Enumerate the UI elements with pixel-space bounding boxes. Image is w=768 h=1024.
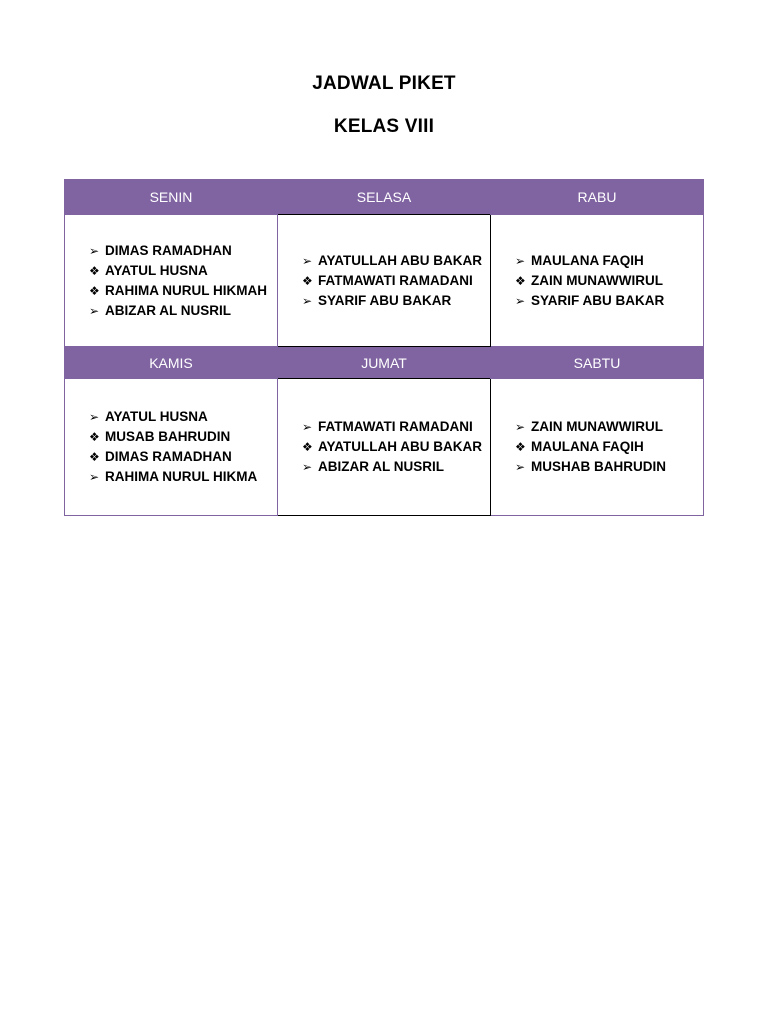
member-name: MAULANA FAQIH — [531, 439, 644, 454]
day-header-sabtu: SABTU — [491, 347, 704, 379]
member-name: MUSHAB BAHRUDIN — [531, 459, 666, 474]
arrow-bullet-icon: ➢ — [515, 420, 526, 434]
member-list — [65, 241, 277, 321]
member-list — [491, 417, 703, 477]
member-name: ABIZAR AL NUSRIL — [318, 459, 444, 474]
arrow-bullet-icon: ➢ — [302, 253, 313, 268]
arrow-bullet-icon: ➢ — [515, 253, 526, 268]
arrow-bullet-icon: ➢ — [515, 460, 526, 474]
arrow-bullet-icon: ➢ — [89, 243, 100, 258]
members-cell-senin — [65, 215, 278, 347]
member-name: DIMAS RAMADHAN — [105, 449, 232, 464]
member-list — [278, 251, 490, 311]
member-item — [89, 281, 277, 301]
member-name: DIMAS RAMADHAN — [105, 242, 232, 258]
document-subtitle: KELAS VIII — [333, 116, 435, 137]
member-item — [89, 467, 277, 487]
member-name: MUSAB BAHRUDIN — [105, 429, 231, 444]
members-cell-sabtu — [491, 379, 704, 516]
member-name: AYATUL HUSNA — [105, 409, 208, 424]
day-header-row — [65, 347, 704, 379]
member-item — [89, 407, 277, 427]
day-header-row — [65, 179, 704, 215]
diamond-bullet-icon: ❖ — [515, 440, 526, 454]
member-item — [515, 251, 703, 271]
diamond-bullet-icon: ❖ — [302, 273, 313, 288]
arrow-bullet-icon: ➢ — [89, 470, 100, 484]
members-cell-selasa — [278, 215, 491, 347]
member-name: RAHIMA NURUL HIKMAH — [105, 282, 267, 298]
member-item — [89, 241, 277, 261]
member-item — [515, 457, 703, 477]
member-item — [302, 291, 490, 311]
member-name: SYARIF ABU BAKAR — [318, 292, 452, 308]
arrow-bullet-icon: ➢ — [302, 460, 313, 474]
day-header-senin: SENIN — [65, 179, 278, 215]
arrow-bullet-icon: ➢ — [302, 420, 313, 434]
member-name: SYARIF ABU BAKAR — [531, 292, 665, 308]
member-name: MAULANA FAQIH — [531, 252, 644, 268]
day-header-selasa: SELASA — [278, 179, 491, 215]
member-item — [302, 251, 490, 271]
member-item — [302, 271, 490, 291]
member-name: FATMAWATI RAMADANI — [318, 419, 473, 434]
arrow-bullet-icon: ➢ — [302, 293, 313, 308]
members-cell-kamis — [65, 379, 278, 516]
diamond-bullet-icon: ❖ — [89, 283, 100, 298]
member-name: AYATUL HUSNA — [105, 262, 208, 278]
member-item — [89, 427, 277, 447]
member-item — [515, 417, 703, 437]
member-row — [65, 215, 704, 347]
member-name: AYATULLAH ABU BAKAR — [318, 439, 483, 454]
day-header-jumat: JUMAT — [278, 347, 491, 379]
diamond-bullet-icon: ❖ — [515, 273, 526, 288]
member-item — [89, 447, 277, 467]
day-header-rabu: RABU — [491, 179, 704, 215]
member-item — [89, 261, 277, 281]
member-list — [278, 417, 490, 477]
arrow-bullet-icon: ➢ — [515, 293, 526, 308]
diamond-bullet-icon: ❖ — [302, 440, 313, 454]
member-name: ZAIN MUNAWWIRUL — [531, 419, 663, 434]
members-cell-jumat — [278, 379, 491, 516]
member-item — [515, 291, 703, 311]
members-cell-rabu — [491, 215, 704, 347]
member-item — [515, 271, 703, 291]
diamond-bullet-icon: ❖ — [89, 450, 100, 464]
member-name: AYATULLAH ABU BAKAR — [318, 252, 483, 268]
arrow-bullet-icon: ➢ — [89, 410, 100, 424]
member-item — [302, 437, 490, 457]
schedule-table — [64, 179, 704, 516]
member-name: RAHIMA NURUL HIKMA — [105, 469, 258, 484]
member-row — [65, 379, 704, 516]
member-item — [515, 437, 703, 457]
member-name: ZAIN MUNAWWIRUL — [531, 272, 663, 288]
member-list — [491, 251, 703, 311]
arrow-bullet-icon: ➢ — [89, 303, 100, 318]
diamond-bullet-icon: ❖ — [89, 263, 100, 278]
member-item — [302, 457, 490, 477]
member-name: FATMAWATI RAMADANI — [318, 272, 473, 288]
member-item — [302, 417, 490, 437]
day-header-kamis: KAMIS — [65, 347, 278, 379]
member-list — [65, 407, 277, 487]
member-item — [89, 301, 277, 321]
diamond-bullet-icon: ❖ — [89, 430, 100, 444]
member-name: ABIZAR AL NUSRIL — [105, 302, 231, 318]
document-title: JADWAL PIKET — [312, 73, 456, 94]
